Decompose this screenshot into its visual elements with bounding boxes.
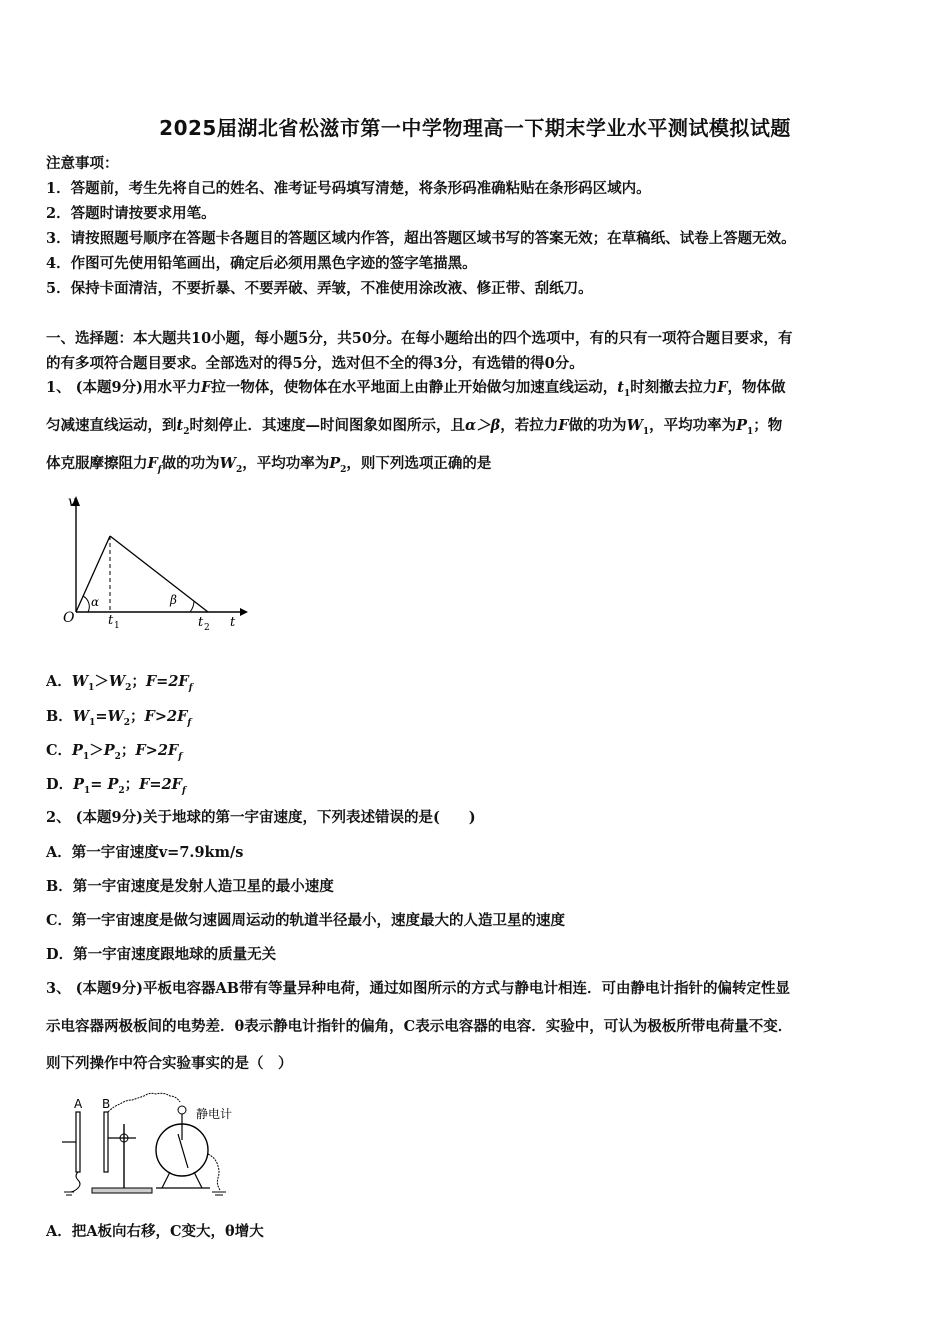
notice-item-2: 2．答题时请按要求用笔。	[46, 205, 216, 222]
option-sub: 1	[83, 785, 91, 796]
electrometer-ground-wire	[208, 1154, 220, 1190]
option-rel: =	[95, 708, 108, 725]
q1-text: 做的功为	[568, 417, 627, 434]
option-var: W	[108, 673, 126, 690]
option-rel: =	[90, 776, 108, 793]
q1-line-2	[46, 414, 782, 437]
q1-option-d[interactable]	[46, 773, 186, 796]
q2-option-c[interactable]: C．第一宇宙速度是做匀速圆周运动的轨道半径最小，速度最大的人造卫星的速度	[46, 912, 566, 929]
q2-stem: 2、 (本题9分)关于地球的第一宇宙速度，下列表述错误的是( )	[46, 809, 476, 826]
t1-label: t	[108, 613, 114, 628]
option-sep: ；	[124, 776, 140, 793]
q3-line-3: 则下列操作中符合实验事实的是（ ）	[46, 1055, 293, 1072]
q1-var: W	[626, 417, 643, 434]
q1-sub: 2	[235, 464, 243, 475]
option-var: P	[72, 742, 83, 759]
connecting-wire	[108, 1093, 180, 1112]
section-intro-line-1: 一、选择题：本大题共10小题，每小题5分，共50分。在每小题给出的四个选项中，有的只有一项符合题目要求，有	[46, 330, 793, 347]
alpha-label: α	[91, 595, 100, 609]
q3-option-a[interactable]: A．把A板向右移，C变大，θ增大	[46, 1223, 264, 1240]
option-letter: B．	[46, 708, 73, 725]
origin-label: O	[63, 610, 75, 626]
notice-item-5: 5．保持卡面清洁，不要折暴、不要弄破、弄皱，不准使用涂改液、修正带、刮纸刀。	[46, 280, 593, 297]
alpha-arc	[83, 596, 89, 612]
q2-option-d[interactable]: D．第一宇宙速度跟地球的质量无关	[46, 946, 277, 963]
option-sub: f	[188, 682, 193, 693]
q2-option-a[interactable]: A．第一宇宙速度v=7.9km/s	[46, 844, 244, 861]
t-axis-label: t	[230, 615, 236, 630]
option-var: P	[107, 776, 119, 793]
option-var: F=2F	[139, 776, 182, 793]
option-var: F>2F	[135, 742, 179, 759]
notice-item-4: 4．作图可先使用铅笔画出，确定后必须用黑色字迹的签字笔描黑。	[46, 255, 477, 272]
q1-sub: 2	[340, 464, 347, 475]
option-rel: ＞	[89, 742, 104, 759]
t2-subscript: 2	[204, 623, 210, 633]
t-axis-arrow	[240, 608, 248, 616]
option-sub: f	[178, 751, 183, 762]
q2-option-b[interactable]: B．第一宇宙速度是发射人造卫星的最小速度	[46, 878, 334, 895]
q1-var: F	[717, 379, 728, 396]
electrometer-leg-right	[194, 1172, 202, 1188]
plate-a-label: A	[74, 1097, 83, 1111]
electrometer-knob	[178, 1106, 186, 1114]
q1-text: 匀减速直线运动，到	[46, 417, 177, 434]
electrometer-needle	[178, 1134, 188, 1168]
option-var: W	[72, 708, 90, 725]
q1-text: (本题9分)用水平力	[75, 379, 201, 396]
option-var: W	[71, 673, 89, 690]
q1-text: 做的功为	[161, 455, 220, 472]
q3-line-2: 示电容器两极板间的电势差．θ表示静电计指针的偏角，C表示电容器的电容．实验中，可认为极板所带电荷量不变．	[46, 1018, 793, 1035]
q1-var: F	[558, 417, 569, 434]
electrometer-label: 静电计	[196, 1107, 233, 1121]
notice-item-3: 3．请按照题号顺序在答题卡各题目的答题区域内作答，超出答题区域书写的答案无效；在草稿纸、试卷上答题无效。	[46, 230, 796, 247]
option-sub: f	[187, 717, 192, 728]
plate-a-ground-wire	[70, 1172, 80, 1192]
v-label: v	[68, 494, 76, 510]
q1-text: ；物	[753, 417, 783, 434]
option-sub: 2	[125, 682, 132, 693]
q1-var: t	[617, 379, 624, 396]
q1-text: ，物体做	[727, 379, 786, 396]
q1-var: P	[736, 417, 748, 434]
q1-sub: 1	[747, 426, 754, 437]
plate-b	[104, 1112, 108, 1172]
option-sub: 1	[82, 751, 90, 762]
option-letter: A．	[46, 673, 72, 690]
capacitor-electrometer-figure	[52, 1088, 252, 1200]
q1-text: 时刻停止．其速度—时间图象如图所示，且	[189, 417, 465, 434]
option-letter: C．	[46, 742, 73, 759]
option-var: P	[73, 776, 84, 793]
option-sub: 1	[88, 682, 95, 693]
q1-option-b[interactable]	[46, 705, 191, 728]
q1-sub: 2	[183, 426, 190, 437]
option-sub: 2	[118, 785, 125, 796]
electrometer-leg-left	[162, 1172, 170, 1188]
option-sub: 2	[114, 751, 121, 762]
q1-var: F	[200, 379, 212, 396]
option-sep: ；	[130, 708, 145, 725]
q1-text: ，若拉力	[500, 417, 559, 434]
q1-sub: 1	[623, 388, 631, 399]
decel-segment	[110, 536, 208, 612]
velocity-time-graph	[58, 490, 248, 635]
plate-b-label: B	[102, 1097, 111, 1111]
q3-line-1: 3、 (本题9分)平板电容器AB带有等量异种电荷，通过如图所示的方式与静电计相连．可由静电计指针的偏转定性显	[46, 980, 790, 997]
stand-base	[92, 1188, 152, 1193]
q1-option-a[interactable]	[46, 670, 193, 693]
q1-number: 1、	[46, 379, 71, 396]
q1-var: α＞β	[464, 417, 501, 434]
q1-sub: f	[157, 464, 162, 475]
option-letter: D．	[46, 776, 74, 793]
notice-heading: 注意事项：	[46, 155, 119, 172]
q1-var: P	[329, 455, 341, 472]
q1-var: t	[176, 417, 184, 434]
q1-var: W	[219, 455, 236, 472]
q1-text: 时刻撤去拉力	[630, 379, 718, 396]
t2-label: t	[198, 615, 204, 630]
option-var: P	[103, 742, 115, 759]
option-var: W	[107, 708, 124, 725]
q1-sub: 1	[642, 426, 650, 437]
beta-arc	[190, 601, 194, 612]
option-rel: ＞	[94, 673, 109, 690]
option-var: F>2F	[144, 708, 188, 725]
q1-line-1	[46, 376, 786, 399]
option-sub: f	[181, 785, 186, 796]
q1-text: 体克服摩擦阻力	[46, 455, 148, 472]
q1-text: 拉一物体，使物体在水平地面上由静止开始做匀加速直线运动，	[211, 379, 618, 396]
option-var: F=2F	[145, 673, 189, 690]
t1-subscript: 1	[114, 621, 120, 631]
q1-text: ，则下列选项正确的是	[346, 455, 492, 472]
option-sep: ；	[131, 673, 146, 690]
q1-option-c[interactable]	[46, 739, 182, 762]
section-intro-line-2: 的有多项符合题目要求。全部选对的得5分，选对但不全的得3分，有选错的得0分。	[46, 355, 584, 372]
plate-a	[76, 1112, 80, 1172]
q1-var: F	[147, 455, 158, 472]
page-title: 2025届湖北省松滋市第一中学物理高一下期末学业水平测试模拟试题	[159, 116, 791, 140]
q1-text: ，平均功率为	[649, 417, 737, 434]
q1-line-3	[46, 452, 491, 475]
option-sep: ；	[120, 742, 136, 759]
option-sub: 1	[89, 717, 96, 728]
option-sub: 2	[123, 717, 131, 728]
notice-item-1: 1．答题前，考生先将自己的姓名、准考证号码填写清楚，将条形码准确粘贴在条形码区域内。	[46, 180, 651, 197]
q1-text: ，平均功率为	[242, 455, 330, 472]
beta-label: β	[170, 593, 177, 607]
